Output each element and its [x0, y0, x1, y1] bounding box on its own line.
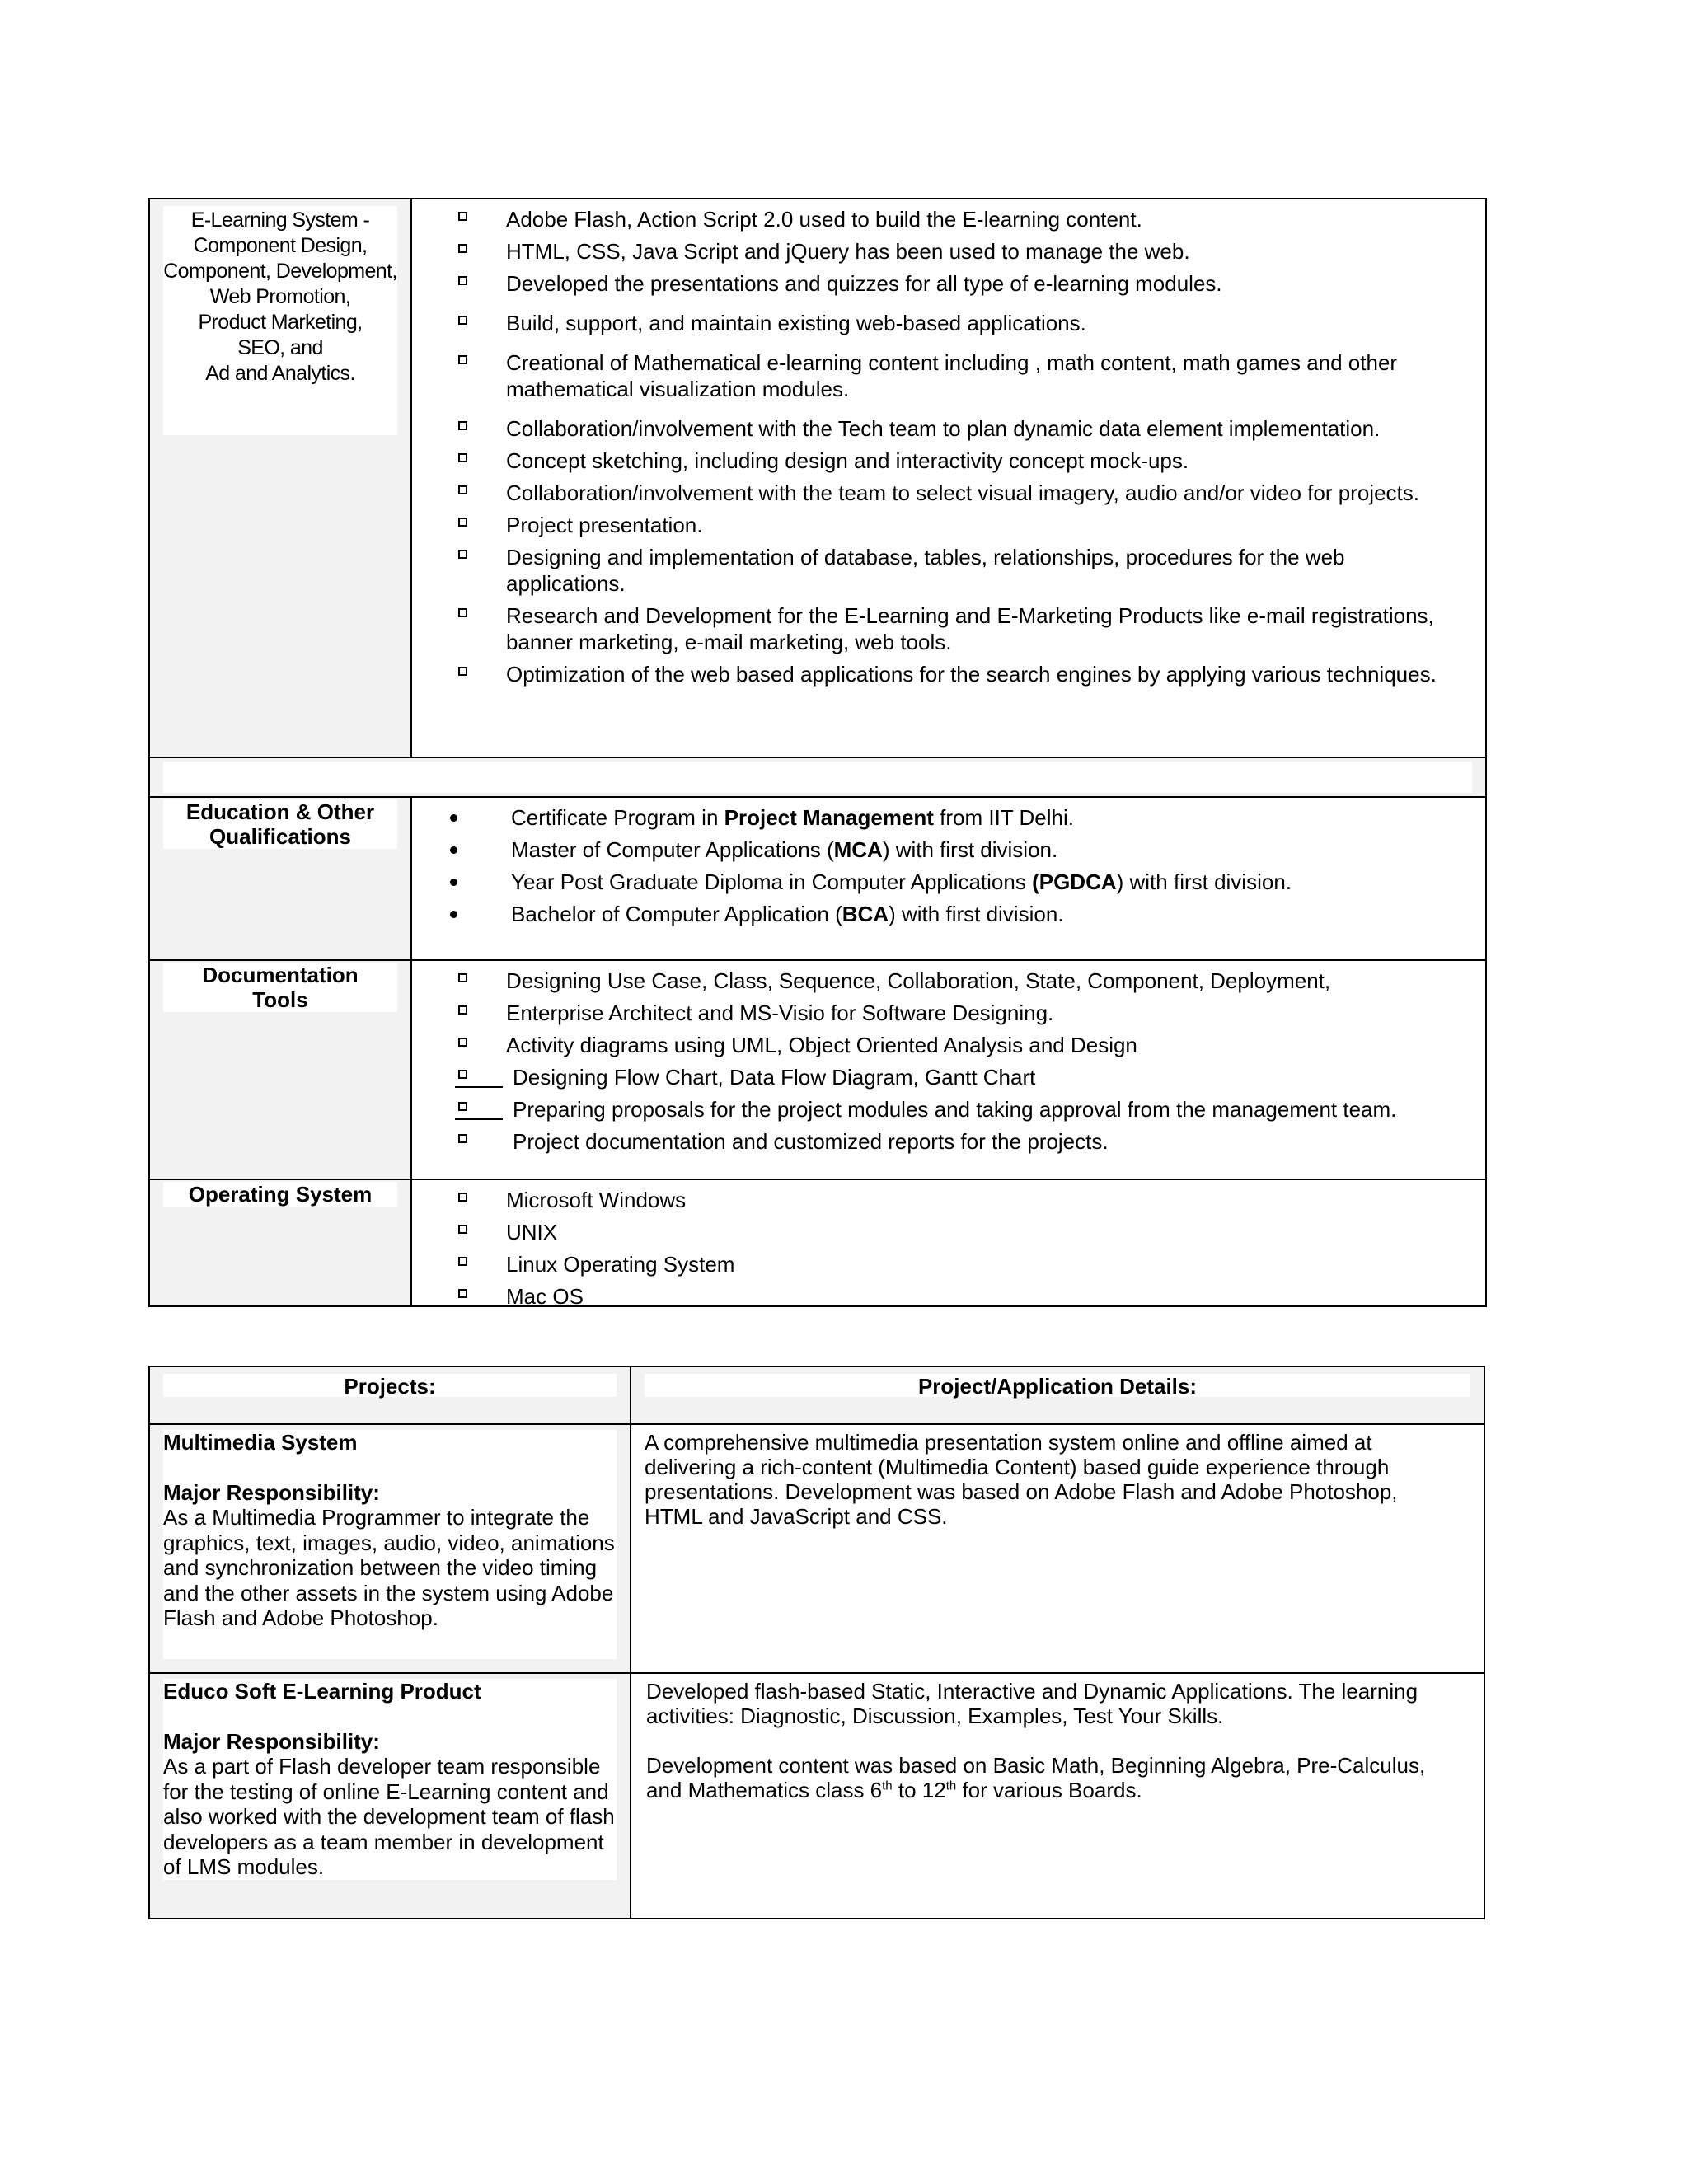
square-bullet-icon: [458, 453, 467, 462]
square-bullet-icon: [458, 1134, 467, 1143]
details-header: Project/Application Details:: [645, 1374, 1470, 1397]
square-bullet-icon: [458, 518, 467, 527]
list-item: Build, support, and maintain existing web-based applications.: [455, 310, 1469, 336]
square-bullet-icon: [458, 1005, 467, 1015]
label-line: Component, Development,: [163, 260, 397, 283]
project-details: Developed flash-based Static, Interactive and Dynamic Applications. The learning activities: Diagnostic, Discussion, Examples, Test Your Skills.: [646, 1679, 1418, 1728]
square-bullet-icon: [458, 485, 467, 494]
education-label-cell: [150, 798, 412, 959]
project-info-cell: [150, 1425, 631, 1672]
project-details-cell: [631, 1674, 1484, 1918]
elearning-row: [150, 199, 1485, 757]
projects-header: Projects:: [163, 1374, 617, 1397]
label-line: Operating System: [188, 1182, 373, 1207]
os-label: [163, 1182, 397, 1207]
elearning-items-cell: [412, 199, 1485, 757]
documentation-row: [150, 959, 1485, 1179]
list-item: Certificate Program in Project Management from IIT Delhi.: [429, 804, 1469, 831]
square-bullet-icon: [458, 550, 467, 559]
square-bullet-icon: [458, 1257, 467, 1266]
bullet-icon: [450, 911, 457, 918]
project-details: A comprehensive multimedia presentation system online and offline aimed at delivering a rich-content (Multimedia Content) based guide experience through presentations. Development was based on Adobe Flash and Adobe Photoshop, HTML and JavaScript and CSS.: [645, 1430, 1398, 1529]
list-item: Project presentation.: [455, 512, 1469, 538]
list-item: Optimization of the web based applications for the search engines by applying various techniques.: [455, 661, 1469, 687]
square-bullet-icon: [458, 973, 467, 982]
label-line: SEO, and: [237, 336, 323, 359]
label-line: Education & Other: [185, 799, 375, 824]
label-line: Tools: [252, 987, 308, 1012]
responsibility-text: As a part of Flash developer team responsible for the testing of online E-Learning content and also worked with the development team of flash developers as a team member in development of LMS modules.: [163, 1754, 615, 1879]
list-item: Microsoft Windows: [455, 1187, 1469, 1213]
square-bullet-icon: [458, 1225, 467, 1234]
square-bullet-icon: [458, 421, 467, 430]
project-info: [163, 1430, 617, 1659]
square-bullet-icon: [458, 244, 467, 253]
label-line: Product Marketing,: [198, 311, 363, 334]
list-item: Mac OS: [455, 1283, 1469, 1310]
spacer-row: [150, 757, 1485, 796]
project-info-cell: [150, 1674, 631, 1918]
project-details: Development content was based on Basic Math, Beginning Algebra, Pre-Calculus, and Mathematics class 6th to 12th for various Boards.: [646, 1753, 1426, 1802]
documentation-label-cell: [150, 961, 412, 1179]
list-item: Developed the presentations and quizzes for all type of e-learning modules.: [455, 270, 1469, 297]
projects-header-row: [150, 1367, 1484, 1423]
elearning-label-cell: [150, 199, 412, 757]
list-item: HTML, CSS, Java Script and jQuery has been used to manage the web.: [455, 238, 1469, 265]
label-line: Ad and Analytics.: [205, 362, 355, 385]
documentation-items-cell: [412, 961, 1485, 1179]
list-item: Research and Development for the E-Learning and E-Marketing Products like e-mail registrations, banner marketing, e-mail marketing, web tools.: [455, 602, 1469, 655]
square-bullet-icon: [458, 667, 467, 676]
elearning-list: [455, 206, 1469, 687]
label-line: Component Design,: [193, 234, 368, 257]
list-item: Bachelor of Computer Application (BCA) with first division.: [429, 901, 1469, 927]
list-item: Designing Flow Chart, Data Flow Diagram, Gantt Chart: [455, 1064, 1469, 1090]
os-list: [455, 1187, 1469, 1310]
bullet-icon: [450, 846, 457, 854]
list-item: Year Post Graduate Diploma in Computer Applications (PGDCA) with first division.: [429, 869, 1469, 895]
list-item: Preparing proposals for the project modules and taking approval from the management team.: [455, 1096, 1469, 1122]
list-item: Concept sketching, including design and interactivity concept mock-ups.: [455, 448, 1469, 474]
list-item: Creational of Mathematical e-learning content including , math content, math games and other mathematical visualization modules.: [455, 349, 1469, 402]
list-item: Master of Computer Applications (MCA) with first division.: [429, 837, 1469, 863]
documentation-label: [163, 963, 397, 1012]
square-bullet-icon: [458, 316, 467, 325]
details-header-cell: [631, 1367, 1484, 1423]
project-info: [163, 1679, 617, 1880]
list-item: Linux Operating System: [455, 1251, 1469, 1277]
list-item: Enterprise Architect and MS-Visio for Software Designing.: [455, 1000, 1469, 1026]
bullet-icon: [450, 879, 457, 886]
bullet-icon: [450, 814, 457, 822]
list-item: Collaboration/involvement with the Tech team to plan dynamic data element implementation.: [455, 415, 1469, 442]
list-item: Collaboration/involvement with the team to select visual imagery, audio and/or video for projects.: [455, 480, 1469, 506]
education-items-cell: [412, 798, 1485, 959]
documentation-list: [455, 968, 1469, 1155]
project-row: [150, 1672, 1484, 1918]
square-bullet-icon: [458, 1070, 467, 1079]
os-items-cell: [412, 1180, 1485, 1309]
square-bullet-icon: [458, 212, 467, 221]
square-bullet-icon: [458, 1102, 467, 1111]
label-line: Qualifications: [209, 824, 351, 849]
spacer-cell: [163, 762, 1472, 793]
projects-table: [148, 1366, 1485, 1919]
list-item: UNIX: [455, 1219, 1469, 1245]
list-item: Adobe Flash, Action Script 2.0 used to build the E-learning content.: [455, 206, 1469, 232]
square-bullet-icon: [458, 355, 467, 364]
education-row: [150, 796, 1485, 959]
square-bullet-icon: [458, 1193, 467, 1202]
project-details-cell: [631, 1425, 1484, 1672]
education-list: [429, 804, 1469, 927]
list-item: Project documentation and customized reports for the projects.: [455, 1128, 1469, 1155]
list-item: Designing and implementation of database, tables, relationships, procedures for the web applications.: [455, 544, 1469, 597]
responsibility-label: Major Responsibility:: [163, 1479, 380, 1505]
skills-table: [148, 198, 1487, 1307]
projects-header-cell: [150, 1367, 631, 1423]
square-bullet-icon: [458, 1289, 467, 1298]
square-bullet-icon: [458, 608, 467, 617]
project-title: Multimedia System: [163, 1430, 358, 1455]
list-item: Activity diagrams using UML, Object Oriented Analysis and Design: [455, 1032, 1469, 1058]
elearning-label: [163, 206, 397, 435]
label-line: E-Learning System -: [190, 209, 370, 232]
label-line: Web Promotion,: [209, 285, 351, 308]
os-row: [150, 1179, 1485, 1309]
responsibility-label: Major Responsibility:: [163, 1728, 380, 1754]
education-label: [163, 799, 397, 849]
list-item: Designing Use Case, Class, Sequence, Collaboration, State, Component, Deployment,: [455, 968, 1469, 994]
project-row: [150, 1423, 1484, 1672]
os-label-cell: [150, 1180, 412, 1305]
responsibility-text: As a Multimedia Programmer to integrate the graphics, text, images, audio, video, animations and synchronization between the video timing and the other assets in the system using Adobe Flash and Adobe Photoshop.: [163, 1505, 615, 1630]
square-bullet-icon: [458, 1038, 467, 1047]
square-bullet-icon: [458, 276, 467, 285]
label-line: Documentation: [202, 963, 359, 987]
project-title: Educo Soft E-Learning Product: [163, 1679, 481, 1704]
